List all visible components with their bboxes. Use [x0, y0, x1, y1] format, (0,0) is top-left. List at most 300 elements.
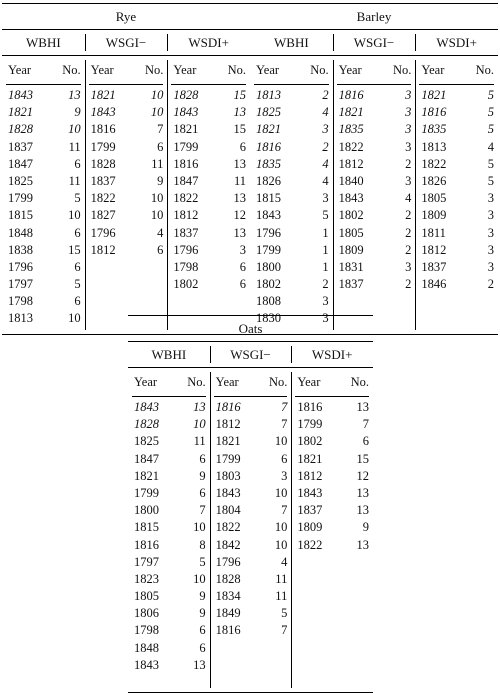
table-row: [295, 485, 369, 502]
year-cell: 1799: [215, 451, 241, 466]
group-name: WBHI: [151, 347, 187, 362]
count-cell: 5: [322, 208, 329, 223]
year-cell: 1802: [256, 277, 281, 292]
count-cell: 2: [405, 225, 412, 240]
table-row: [89, 242, 164, 259]
year-cell: 1821: [338, 105, 364, 120]
column-header-row: [254, 56, 329, 85]
no-header: No.: [187, 375, 206, 389]
table-row: [6, 310, 81, 327]
count-cell: 3: [487, 225, 495, 240]
table-row: [295, 433, 369, 450]
table-row: [214, 399, 288, 416]
count-cell: 2: [405, 208, 412, 223]
year-cell: 1837: [173, 225, 199, 240]
barley-table: [250, 3, 498, 335]
count-cell: 7: [362, 417, 370, 432]
year-cell: 1812: [297, 468, 323, 483]
table-row: [132, 605, 206, 622]
year-header: Year: [90, 63, 114, 77]
year-cell: 1847: [8, 156, 33, 171]
year-cell: 1828: [90, 156, 116, 171]
table-row: [254, 190, 329, 207]
count-cell: 10: [193, 417, 206, 432]
count-cell: 6: [239, 277, 247, 292]
count-cell: 6: [362, 434, 370, 449]
table-row: [89, 121, 164, 138]
table-row: [337, 139, 412, 156]
count-cell: 10: [68, 122, 81, 137]
group-header: [291, 342, 373, 367]
year-cell: 1802: [173, 277, 199, 292]
year-cell: 1837: [90, 173, 116, 188]
count-cell: 2: [405, 277, 412, 292]
count-cell: 6: [74, 156, 81, 171]
year-cell: 1808: [256, 294, 281, 309]
year-cell: 1835: [421, 122, 447, 137]
table-row: [337, 242, 412, 259]
count-cell: 6: [199, 485, 206, 500]
year-cell: 1825: [256, 105, 281, 120]
count-cell: 6: [239, 139, 247, 154]
table-row: [132, 468, 206, 485]
year-cell: 1843: [338, 191, 364, 206]
group-header: [415, 30, 498, 55]
year-cell: 1797: [134, 554, 159, 569]
table-row: [254, 293, 329, 310]
count-cell: 13: [356, 485, 370, 500]
year-cell: 1831: [338, 259, 364, 274]
year-cell: 1816: [421, 105, 447, 120]
count-cell: 7: [281, 400, 288, 414]
table-row: [171, 276, 246, 293]
count-cell: 10: [150, 208, 164, 223]
table-row: [419, 225, 494, 242]
year-cell: 1812: [421, 242, 447, 257]
table-row: [6, 139, 81, 156]
group-column: [415, 56, 498, 334]
year-cell: 1815: [256, 191, 281, 206]
table-row: [419, 242, 494, 259]
table-row: [6, 293, 81, 310]
year-cell: 1828: [215, 571, 241, 586]
year-cell: 1827: [90, 208, 116, 223]
year-cell: 1816: [256, 139, 281, 154]
group-header: [167, 30, 250, 55]
count-cell: 1: [322, 259, 329, 274]
table-row: [214, 571, 288, 588]
count-cell: 2: [322, 88, 329, 102]
count-cell: 13: [233, 105, 247, 120]
count-cell: 12: [233, 208, 247, 223]
table-row: [295, 416, 369, 433]
count-cell: 2: [405, 156, 412, 171]
year-cell: 1813: [8, 311, 33, 326]
year-cell: 1825: [134, 434, 159, 449]
count-cell: 6: [74, 225, 81, 240]
table-row: [295, 468, 369, 485]
table-row: [254, 121, 329, 138]
year-cell: 1800: [256, 259, 281, 274]
count-cell: 4: [322, 105, 329, 120]
table-row: [254, 242, 329, 259]
table-row: [6, 104, 81, 121]
table-row: [89, 207, 164, 224]
count-cell: 9: [157, 173, 164, 188]
table-row: [171, 190, 246, 207]
year-cell: 1848: [134, 640, 159, 655]
count-cell: 11: [275, 571, 288, 586]
count-cell: 10: [68, 311, 81, 326]
count-cell: 8: [199, 537, 206, 552]
group-column: [2, 56, 85, 334]
row-list: [132, 397, 206, 674]
year-cell: 1811: [421, 225, 446, 240]
count-cell: 10: [193, 571, 206, 586]
count-cell: 9: [199, 468, 206, 483]
count-cell: 6: [199, 623, 206, 638]
table-row: [132, 399, 206, 416]
count-cell: 13: [68, 88, 81, 102]
table-row: [419, 156, 494, 173]
count-cell: 11: [193, 434, 206, 449]
table-row: [214, 416, 288, 433]
table-row: [254, 225, 329, 242]
row-list: [6, 85, 81, 328]
count-cell: 13: [356, 503, 370, 518]
table-row: [419, 190, 494, 207]
count-cell: 5: [487, 105, 495, 120]
count-cell: 6: [199, 640, 206, 655]
count-cell: 3: [322, 311, 329, 326]
count-cell: 10: [150, 191, 164, 206]
count-cell: 15: [68, 242, 81, 257]
table-row: [132, 588, 206, 605]
table-row: [254, 139, 329, 156]
count-cell: 9: [362, 520, 370, 535]
year-cell: 1799: [256, 242, 281, 257]
year-cell: 1813: [256, 88, 281, 102]
table-row: [132, 451, 206, 468]
table-row: [337, 225, 412, 242]
year-cell: 1828: [173, 88, 199, 102]
group-header: [210, 342, 292, 367]
count-cell: 5: [281, 606, 288, 621]
table-row: [171, 104, 246, 121]
year-header: Year: [297, 375, 321, 389]
year-cell: 1849: [215, 606, 241, 621]
table-row: [6, 190, 81, 207]
column-header-row: [337, 56, 412, 85]
year-cell: 1840: [338, 173, 364, 188]
year-cell: 1798: [173, 259, 199, 274]
count-cell: 6: [74, 259, 81, 274]
row-list: [254, 85, 329, 328]
count-cell: 6: [239, 259, 247, 274]
group-header: [333, 30, 416, 55]
table-row: [132, 416, 206, 433]
count-cell: 2: [405, 242, 412, 257]
year-cell: 1821: [90, 88, 116, 102]
year-cell: 1842: [215, 537, 241, 552]
table-row: [132, 571, 206, 588]
no-header: No.: [268, 375, 288, 389]
year-header: Year: [421, 63, 445, 77]
table-row: [89, 87, 164, 104]
year-cell: 1846: [421, 277, 447, 292]
count-cell: 15: [233, 88, 247, 102]
no-header: No.: [350, 375, 370, 389]
year-cell: 1816: [173, 156, 199, 171]
count-cell: 3: [322, 294, 329, 309]
group-column: [128, 368, 210, 692]
table-row: [337, 173, 412, 190]
table-row: [171, 173, 246, 190]
count-cell: 7: [157, 122, 164, 137]
table-title: Oats: [128, 315, 373, 342]
count-cell: 6: [157, 242, 164, 257]
group-column: [291, 368, 373, 692]
count-cell: 13: [356, 537, 370, 552]
count-cell: 11: [233, 173, 247, 188]
table-row: [6, 87, 81, 104]
count-cell: 2: [322, 139, 329, 154]
rye-table: [2, 3, 250, 335]
table-row: [6, 242, 81, 259]
year-cell: 1799: [173, 139, 199, 154]
count-cell: 3: [487, 259, 495, 274]
table-row: [419, 104, 494, 121]
year-cell: 1847: [173, 173, 199, 188]
year-cell: 1843: [134, 400, 159, 414]
table-row: [337, 156, 412, 173]
table-row: [6, 156, 81, 173]
table-row: [171, 207, 246, 224]
year-cell: 1812: [338, 156, 364, 171]
year-cell: 1834: [215, 589, 241, 604]
no-header: No.: [62, 63, 81, 77]
year-cell: 1828: [8, 122, 33, 137]
year-cell: 1806: [134, 606, 159, 621]
count-cell: 10: [274, 520, 288, 535]
year-cell: 1821: [256, 122, 281, 137]
group-column: [210, 368, 292, 692]
count-cell: 11: [275, 589, 288, 604]
table-row: [214, 502, 288, 519]
count-cell: 10: [150, 88, 164, 102]
year-cell: 1837: [338, 277, 364, 292]
count-cell: 10: [274, 485, 288, 500]
year-cell: 1796: [90, 225, 116, 240]
group-column: [85, 56, 168, 334]
year-cell: 1812: [90, 242, 116, 257]
group-column: [167, 56, 250, 334]
table-row: [132, 485, 206, 502]
year-cell: 1816: [134, 537, 159, 552]
count-cell: 10: [193, 520, 206, 535]
year-header: Year: [338, 63, 362, 77]
year-cell: 1799: [90, 139, 116, 154]
count-cell: 3: [405, 122, 412, 137]
count-cell: 3: [322, 122, 329, 137]
count-cell: 4: [322, 173, 329, 188]
year-cell: 1843: [297, 485, 323, 500]
table-row: [171, 225, 246, 242]
column-header-row: [214, 368, 288, 397]
count-cell: 6: [281, 451, 288, 466]
table-body: [250, 56, 498, 335]
group-column: [250, 56, 333, 334]
count-cell: 2: [322, 277, 329, 292]
year-cell: 1821: [421, 88, 447, 102]
table-row: [89, 139, 164, 156]
count-cell: 9: [199, 606, 206, 621]
table-row: [214, 485, 288, 502]
year-cell: 1821: [134, 468, 159, 483]
year-cell: 1821: [215, 434, 241, 449]
table-row: [337, 207, 412, 224]
year-cell: 1809: [421, 208, 447, 223]
count-cell: 5: [487, 88, 495, 102]
count-cell: 5: [487, 156, 495, 171]
count-cell: 5: [199, 554, 206, 569]
year-cell: 1843: [8, 88, 33, 102]
table-row: [295, 502, 369, 519]
table-row: [6, 207, 81, 224]
count-cell: 13: [233, 156, 247, 171]
table-row: [171, 259, 246, 276]
count-cell: 13: [233, 191, 247, 206]
count-cell: 2: [487, 277, 495, 292]
table-row: [254, 276, 329, 293]
count-cell: 9: [74, 105, 81, 120]
year-cell: 1797: [8, 277, 33, 292]
year-cell: 1837: [8, 139, 33, 154]
count-cell: 6: [157, 139, 164, 154]
year-cell: 1828: [134, 417, 159, 432]
year-cell: 1830: [256, 311, 281, 326]
table-row: [254, 87, 329, 104]
year-cell: 1848: [8, 225, 33, 240]
count-cell: 12: [356, 468, 370, 483]
year-cell: 1816: [90, 122, 116, 137]
table-row: [132, 657, 206, 674]
count-cell: 5: [487, 122, 495, 137]
count-cell: 3: [322, 191, 329, 206]
group-name: WSDI+: [436, 35, 477, 50]
year-cell: 1847: [134, 451, 159, 466]
table-row: [295, 399, 369, 416]
count-cell: 9: [199, 589, 206, 604]
count-cell: 7: [199, 503, 206, 518]
year-cell: 1822: [421, 156, 447, 171]
column-header-row: [6, 56, 81, 85]
year-cell: 1796: [8, 259, 33, 274]
year-cell: 1803: [215, 468, 241, 483]
table-row: [132, 537, 206, 554]
table-row: [337, 190, 412, 207]
year-cell: 1802: [297, 434, 323, 449]
count-cell: 3: [405, 88, 412, 102]
group-name: WBHI: [274, 35, 309, 50]
table-row: [337, 259, 412, 276]
year-header: Year: [173, 63, 197, 77]
count-cell: 10: [274, 537, 288, 552]
year-cell: 1821: [173, 122, 199, 137]
year-cell: 1796: [256, 225, 281, 240]
count-cell: 3: [281, 468, 288, 483]
count-cell: 10: [274, 434, 288, 449]
year-cell: 1822: [90, 191, 116, 206]
count-cell: 5: [487, 173, 495, 188]
table-row: [214, 537, 288, 554]
year-cell: 1835: [338, 122, 364, 137]
year-cell: 1825: [8, 173, 33, 188]
table-row: [295, 451, 369, 468]
year-cell: 1843: [256, 208, 281, 223]
year-cell: 1843: [90, 105, 116, 120]
group-header-row: [250, 30, 498, 56]
no-header: No.: [144, 63, 164, 77]
table-row: [171, 121, 246, 138]
table-row: [419, 173, 494, 190]
count-cell: 5: [74, 277, 81, 292]
group-name: WSGI−: [353, 35, 395, 50]
group-name: WSDI+: [311, 347, 353, 362]
row-list: [419, 85, 494, 293]
row-list: [171, 85, 246, 293]
count-cell: 1: [322, 225, 329, 240]
count-cell: 7: [281, 417, 288, 432]
count-cell: 13: [193, 400, 206, 414]
year-header: Year: [256, 63, 280, 77]
table-row: [132, 554, 206, 571]
year-cell: 1802: [338, 208, 364, 223]
table-row: [6, 276, 81, 293]
year-cell: 1796: [215, 554, 241, 569]
table-row: [171, 139, 246, 156]
table-row: [214, 451, 288, 468]
table-row: [132, 640, 206, 657]
year-cell: 1798: [8, 294, 33, 309]
year-cell: 1837: [297, 503, 323, 518]
year-cell: 1813: [421, 139, 447, 154]
column-header-row: [295, 368, 369, 397]
year-cell: 1812: [215, 417, 241, 432]
count-cell: 10: [150, 105, 164, 120]
year-cell: 1823: [134, 571, 159, 586]
count-cell: 4: [157, 225, 164, 240]
count-cell: 3: [487, 191, 495, 206]
table-row: [337, 121, 412, 138]
year-cell: 1816: [215, 400, 241, 414]
count-cell: 3: [487, 208, 495, 223]
year-cell: 1798: [134, 623, 159, 638]
table-row: [254, 173, 329, 190]
row-list: [89, 85, 164, 259]
year-cell: 1822: [173, 191, 199, 206]
oats-table: [128, 315, 373, 693]
year-cell: 1837: [421, 259, 447, 274]
count-cell: 11: [68, 173, 81, 188]
row-list: [295, 397, 369, 554]
table-row: [419, 207, 494, 224]
year-cell: 1826: [256, 173, 281, 188]
table-row: [419, 121, 494, 138]
count-cell: 3: [487, 242, 495, 257]
year-cell: 1800: [134, 503, 159, 518]
count-cell: 4: [281, 554, 288, 569]
